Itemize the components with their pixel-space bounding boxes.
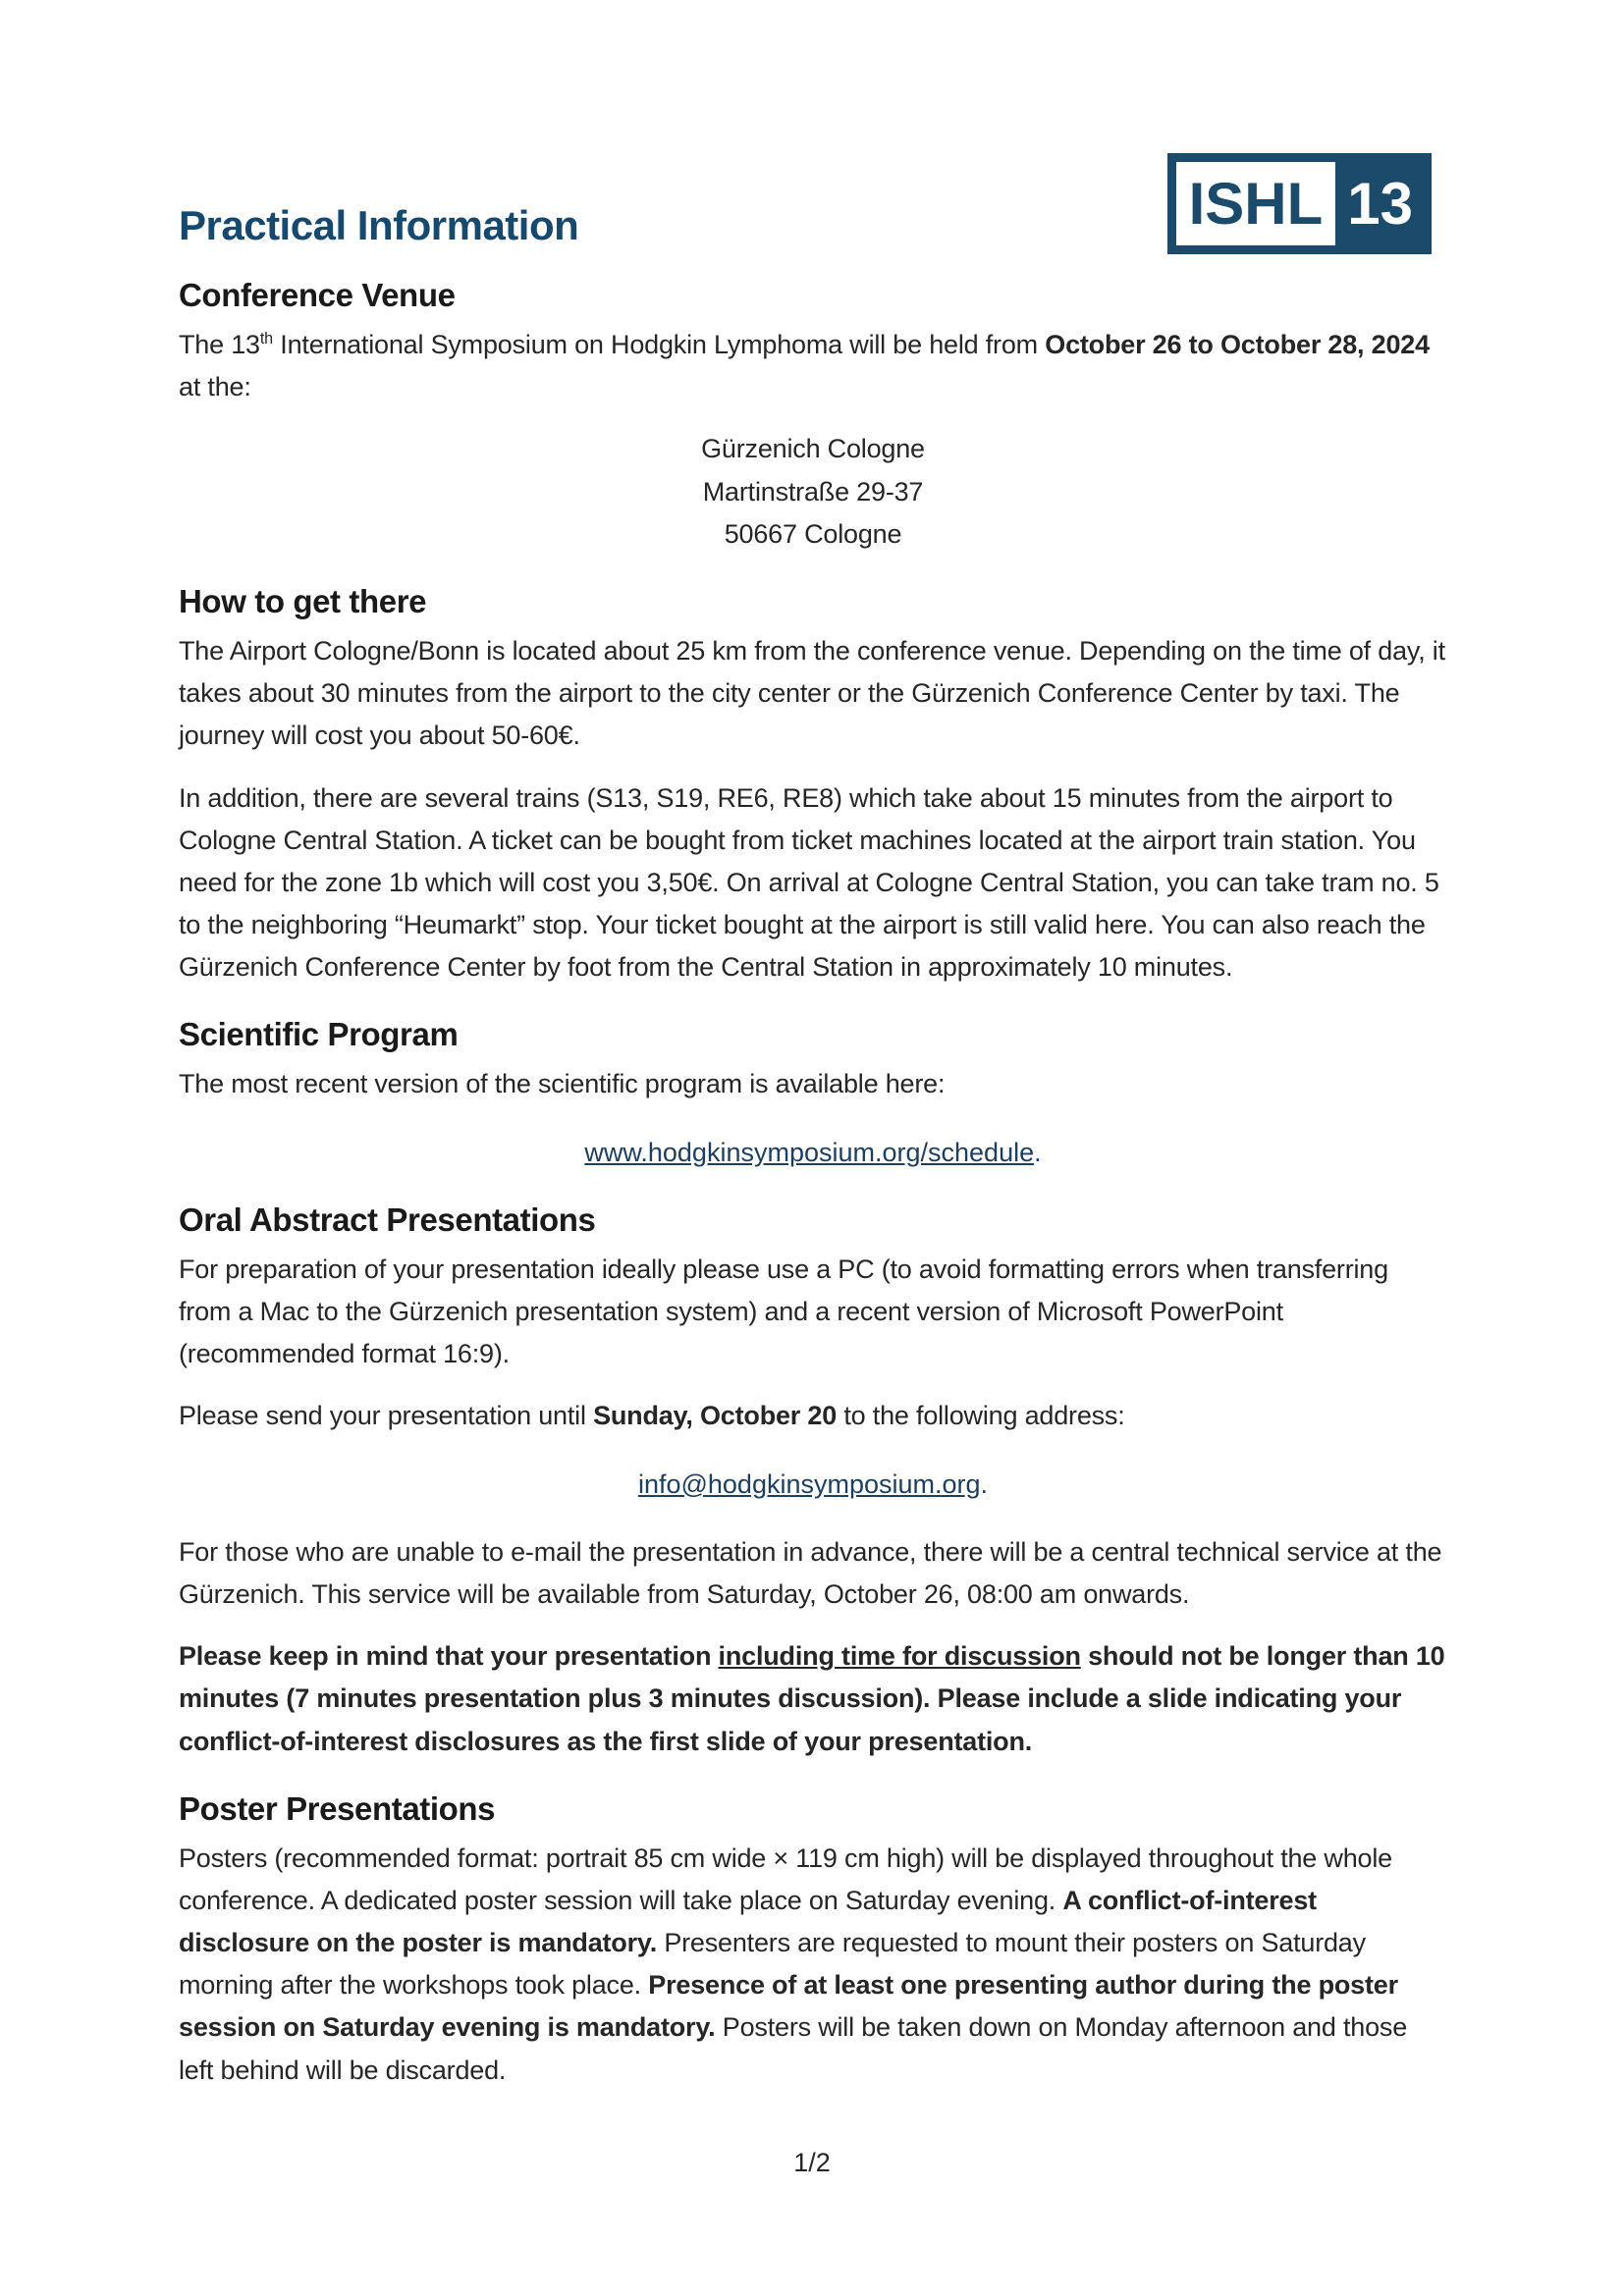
program-intro-paragraph: The most recent version of the scientific program is available here: bbox=[179, 1069, 946, 1099]
venue-address-block bbox=[179, 428, 1447, 556]
duration-bold-before: Please keep in mind that your presentation bbox=[179, 1641, 719, 1672]
submission-deadline-date: Sunday, October 20 bbox=[593, 1401, 838, 1431]
duration-underlined-phrase: including time for discussion bbox=[718, 1641, 1081, 1672]
poster-presence-mandatory: Presence of at least one presenting author during the poster session on Saturday evening is mandatory. bbox=[179, 1970, 1398, 2043]
submission-deadline-paragraph bbox=[179, 1395, 1447, 1437]
duration-bold-after: should not be longer than 10 minutes (7 minutes presentation plus 3 minutes discussion). Please include a slide indicating your conflict-of-interest disclosures as the first slide of your presentation. bbox=[179, 1641, 1445, 1756]
intro-text-mid: International Symposium on Hodgkin Lymphoma will be held from bbox=[272, 330, 1046, 359]
ishl13-logo bbox=[1167, 153, 1432, 254]
section-heading-how-to-get-there: How to get there bbox=[179, 582, 427, 619]
intro-text-after: at the: bbox=[179, 372, 251, 402]
schedule-link-line bbox=[179, 1132, 1447, 1174]
section-heading-oral-abstracts: Oral Abstract Presentations bbox=[179, 1201, 596, 1238]
deadline-text-after: to the following address: bbox=[837, 1401, 1125, 1431]
schedule-link-period: . bbox=[1034, 1137, 1042, 1167]
section-heading-conference-venue: Conference Venue bbox=[179, 277, 456, 313]
logo-ishl-text: ISHL bbox=[1176, 162, 1336, 245]
address-line-city: 50667 Cologne bbox=[724, 518, 902, 549]
deadline-text-before: Please send your presentation until bbox=[179, 1401, 594, 1431]
conference-dates: October 26 to October 28, 2024 bbox=[1045, 330, 1430, 359]
page-title: Practical Information bbox=[179, 202, 579, 248]
address-line-street: Martinstraße 29-37 bbox=[702, 476, 924, 507]
email-link-period: . bbox=[980, 1468, 989, 1499]
presentation-format-paragraph: For preparation of your presentation ideally please use a PC (to avoid formatting errors when transferring from a Mac to the Gürzenich presentation system) and a recent version of Microsoft PowerPoint (recommended format 16:9). bbox=[179, 1254, 1388, 1369]
technical-service-paragraph: For those who are unable to e-mail the presentation in advance, there will be a central technical service at the Gürzenich. This service will be available from Saturday, October 26, 08:00 am onwards. bbox=[179, 1536, 1442, 1609]
email-link-line bbox=[179, 1464, 1447, 1506]
page-number: 1/2 bbox=[793, 2148, 831, 2177]
train-info-paragraph: In addition, there are several trains (S13, S19, RE6, RE8) which take about 15 minutes from the airport to Cologne Central Station. A ticket can be bought from ticket machines located at the airport train station. You need for the zone 1b which will cost you 3,50€. On arrival at Cologne Central Station, you can take tram no. 5 to the neighboring “Heumarkt” stop. Your ticket bought at the airport is still valid here. You can also reach the Gürzenich Conference Center by foot from the Central Station in approximately 10 minutes. bbox=[179, 782, 1439, 983]
poster-text-2: Presenters are requested to mount their posters on Saturday morning after the workshops took place. bbox=[179, 1928, 1366, 2001]
poster-text-1: Posters (recommended format: portrait 85 cm wide × 119 cm high) will be displayed throughout the whole conference. A dedicated poster session will take place on Saturday evening. bbox=[179, 1842, 1392, 1915]
taxi-info-paragraph: The Airport Cologne/Bonn is located about 25 km from the conference venue. Depending on the time of day, it takes about 30 minutes from the airport to the city center or the Gürzenich Conference Center by taxi. The journey will cost you about 50-60€. bbox=[179, 635, 1445, 751]
conference-venue-intro-paragraph bbox=[179, 324, 1447, 408]
intro-text-before-sup: The 13 bbox=[179, 330, 260, 359]
poster-info-paragraph bbox=[179, 1838, 1447, 2092]
logo-13-text: 13 bbox=[1335, 162, 1423, 245]
schedule-link[interactable]: www.hodgkinsymposium.org/schedule bbox=[584, 1137, 1035, 1167]
section-heading-poster-presentations: Poster Presentations bbox=[179, 1789, 496, 1827]
ordinal-suffix: th bbox=[259, 330, 273, 347]
poster-text-3: Posters will be taken down on Monday afternoon and those left behind will be discarded. bbox=[179, 2012, 1408, 2085]
presentation-duration-paragraph bbox=[179, 1635, 1447, 1763]
poster-disclosure-mandatory: A conflict-of-interest disclosure on the poster is mandatory. bbox=[179, 1885, 1317, 1958]
address-line-venue-name: Gürzenich Cologne bbox=[701, 434, 925, 464]
email-link[interactable]: info@hodgkinsymposium.org bbox=[637, 1468, 981, 1499]
section-heading-scientific-program: Scientific Program bbox=[179, 1016, 459, 1053]
